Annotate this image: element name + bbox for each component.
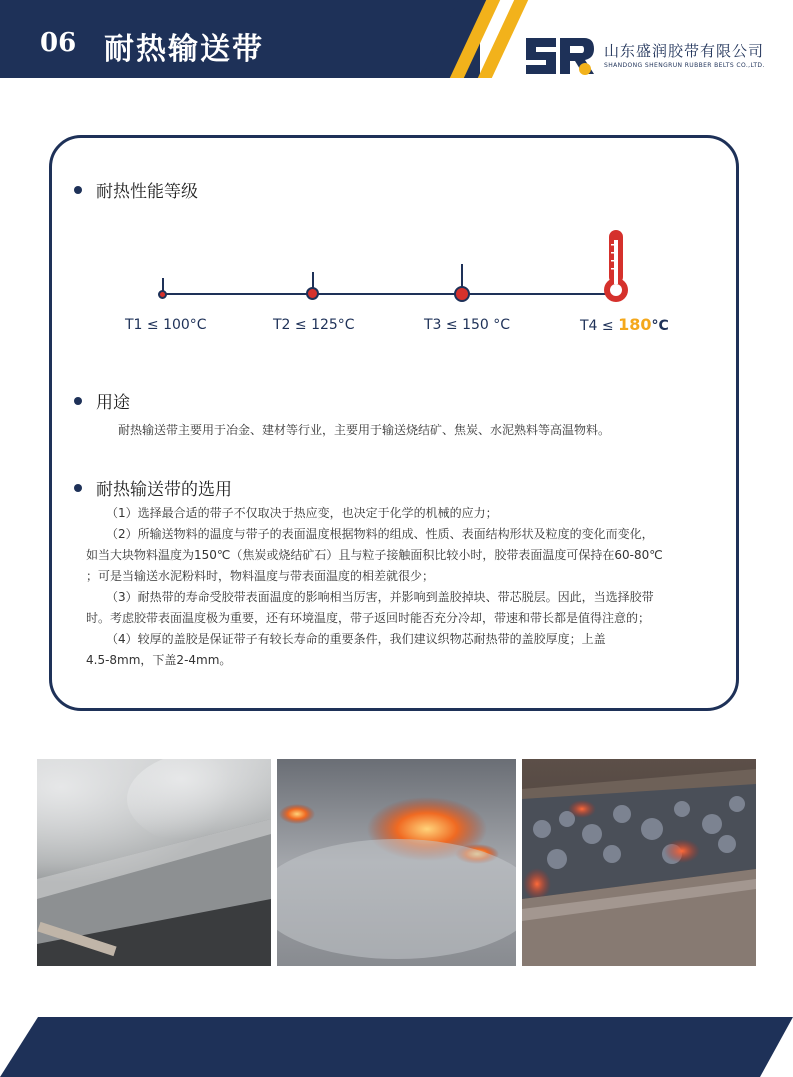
- selection-line: （4）较厚的盖胶是保证带子有较长寿命的重要条件，我们建议织物芯耐热带的盖胶厚度；上盖: [106, 632, 606, 646]
- marker-t2: [306, 287, 319, 300]
- selection-line: ；可是当输送水泥粉料时，物料温度与带表面温度的相差就很少；: [86, 569, 435, 583]
- grade-label-t4: [580, 315, 669, 334]
- marker-t1: [158, 290, 167, 299]
- section-title-heat-grades: 耐热性能等级: [96, 182, 198, 202]
- selection-line: （2）所输送物料的温度与带子的表面温度根据物料的组成、性质、表面结构形状及粒度的变化而变化，: [106, 527, 654, 541]
- page-title: 耐热输送带: [104, 32, 264, 67]
- marker-t3: [454, 286, 470, 302]
- footer-band: [0, 1017, 793, 1077]
- selection-line: 如当大块物料温度为150℃（焦炭或烧结矿石）且与粒子接触面积比较小时，胶带表面温度可保持在60-80℃: [86, 548, 663, 562]
- selection-line: （1）选择最合适的带子不仅取决于热应变，也决定于化学的机械的应力；: [106, 506, 498, 520]
- glowing-material-photo: [277, 759, 516, 966]
- grade-label-t1: T1 ≤ 100°C: [125, 317, 207, 333]
- hot-coke-conveyor-photo: [522, 759, 756, 966]
- selection-line: 时。考虑胶带表面温度极为重要，还有环境温度，带子返回时能否充分冷却，带速和带长都是值得注意的；: [86, 611, 651, 625]
- grade-label-t4-prefix: T4 ≤: [580, 318, 619, 334]
- thermometer-icon: [600, 226, 632, 306]
- company-name-cn: 山东盛润胶带有限公司: [604, 42, 765, 60]
- company-logo: [522, 34, 598, 78]
- selection-paragraph: [86, 503, 726, 671]
- section-title-usage: 用途: [96, 393, 130, 413]
- steam-conveyor-photo: [37, 759, 271, 966]
- page-header: [0, 0, 793, 80]
- bullet-icon: [74, 186, 82, 194]
- selection-line: （3）耐热带的寿命受胶带表面温度的影响相当厉害，并影响到盖胶掉块、带芯脱层。因此，当选择胶带: [106, 590, 654, 604]
- usage-text: 耐热输送带主要用于冶金、建材等行业，主要用于输送烧结矿、焦炭、水泥熟料等高温物料。: [118, 423, 611, 437]
- grade-label-t3: T3 ≤ 150 °C: [424, 317, 511, 333]
- page-number: 06: [40, 28, 77, 58]
- bullet-icon: [74, 484, 82, 492]
- grade-label-t2: T2 ≤ 125°C: [273, 317, 355, 333]
- grade-label-t4-unit: °C: [651, 318, 669, 334]
- company-name-en: SHANDONG SHENGRUN RUBBER BELTS CO.,LTD.: [604, 62, 765, 69]
- bullet-icon: [74, 397, 82, 405]
- grade-label-t4-value: 180: [618, 315, 652, 334]
- selection-line: 4.5-8mm，下盖2-4mm。: [86, 653, 232, 667]
- section-title-selection: 耐热输送带的选用: [96, 480, 232, 500]
- temperature-scale-line: [162, 293, 617, 295]
